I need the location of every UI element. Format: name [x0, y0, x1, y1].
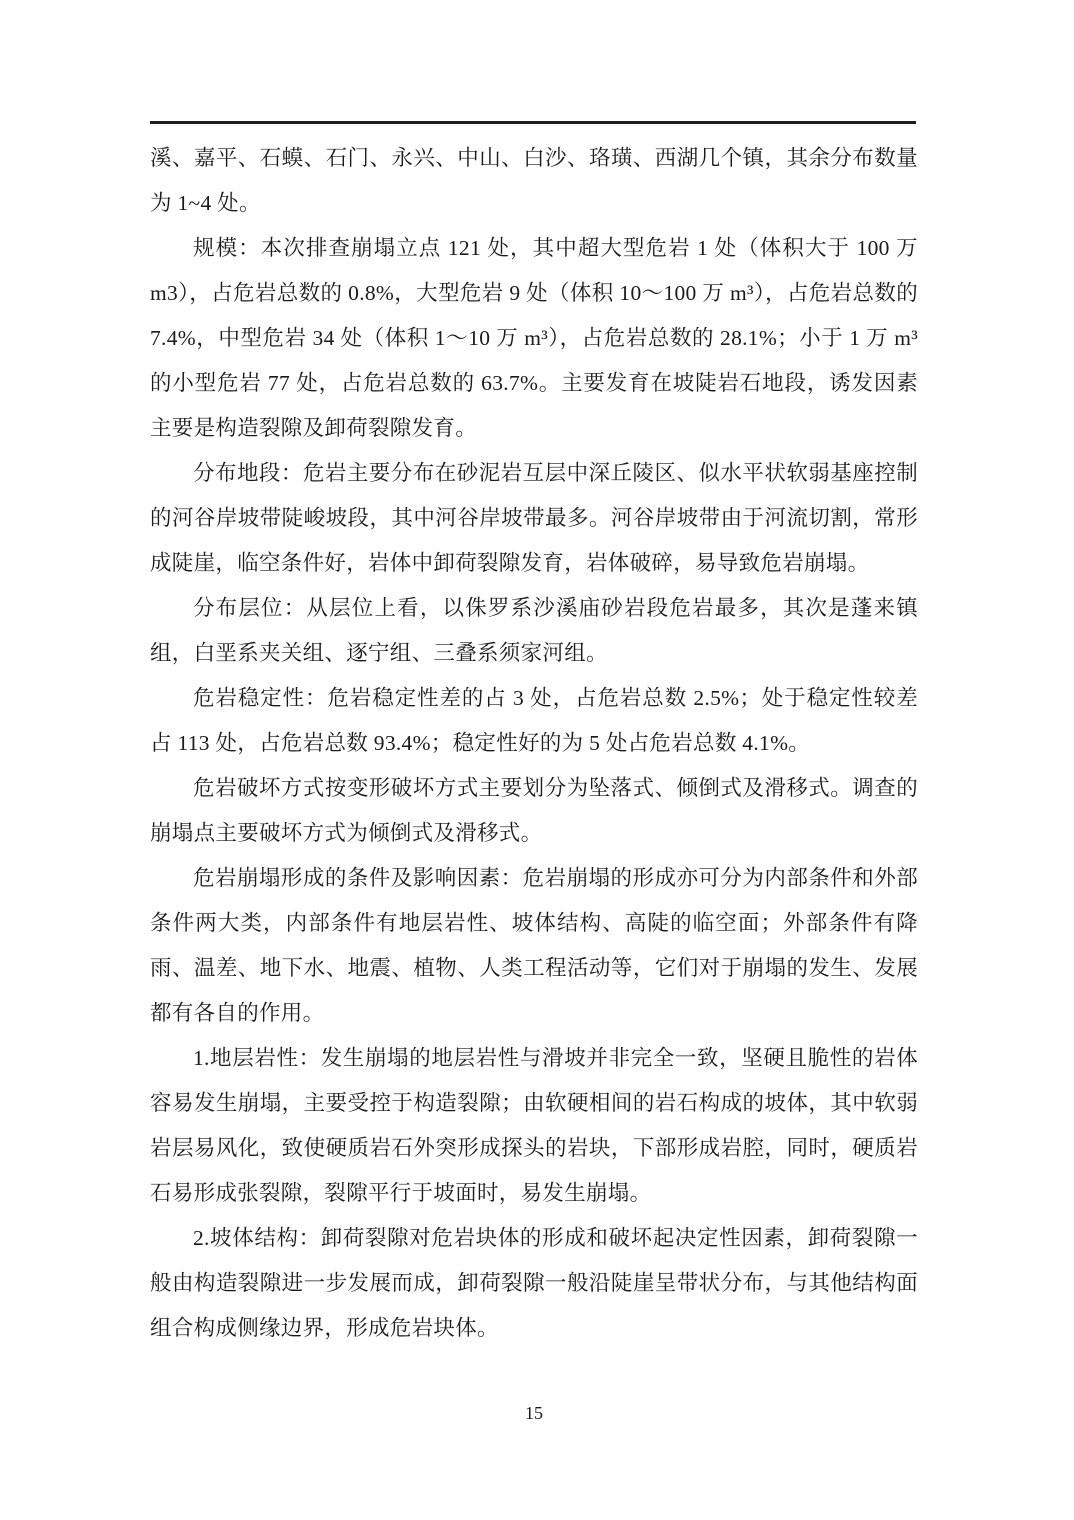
paragraph-failure-mode: 危岩破坏方式按变形破坏方式主要划分为坠落式、倾倒式及滑移式。调查的崩塌点主要破坏方式为倾倒式及滑移式。 [150, 776, 918, 845]
paragraph-stratum-position: 分布层位：从层位上看，以侏罗系沙溪庙砂岩段危岩最多，其次是蓬来镇组，白垩系夹关组、逐宁组、三叠系须家河组。 [150, 596, 918, 665]
paragraph-formation-conditions: 危岩崩塌形成的条件及影响因素：危岩崩塌的形成亦可分为内部条件和外部条件两大类，内部条件有地层岩性、坡体结构、高陡的临空面；外部条件有降雨、温差、地下水、地震、植物、人类工程活动等，它们对于崩塌的发生、发展都有各自的作用。 [150, 866, 918, 1025]
page-number: 15 [525, 1403, 543, 1423]
page-footer [150, 1400, 918, 1426]
paragraph-rock-stability: 危岩稳定性：危岩稳定性差的占 3 处，占危岩总数 2.5%；处于稳定性较差占 113 处，占危岩总数 93.4%；稳定性好的为 5 处占危岩总数 4.1%。 [150, 686, 918, 755]
paragraph-scale-statistics: 规模：本次排查崩塌立点 121 处，其中超大型危岩 1 处（体积大于 100 万 m3），占危岩总数的 0.8%，大型危岩 9 处（体积 10～100 万 m³），占危岩总数的 7.4%，中型危岩 34 处（体积 1～10 万 m³），占危岩总数的 28.1%；小于 1 万 m³ 的小型危岩 77 处，占危岩总数的 63.7%。主要发育在坡陡岩石地段，诱发因素主要是构造裂隙及卸荷裂隙发育。 [150, 236, 918, 440]
paragraph-slope-structure: 2.坡体结构：卸荷裂隙对危岩块体的形成和破坏起决定性因素，卸荷裂隙一般由构造裂隙进一步发展而成，卸荷裂隙一般沿陡崖呈带状分布，与其他结构面组合构成侧缘边界，形成危岩块体。 [150, 1226, 918, 1340]
paragraph-towns-distribution: 溪、嘉平、石蟆、石门、永兴、中山、白沙、珞璜、西湖几个镇，其余分布数量为 1~4 处。 [150, 146, 918, 215]
header-rule [150, 121, 916, 124]
paragraph-distribution-zone: 分布地段：危岩主要分布在砂泥岩互层中深丘陵区、似水平状软弱基座控制的河谷岸坡带陡峻坡段，其中河谷岸坡带最多。河谷岸坡带由于河流切割，常形成陡崖，临空条件好，岩体中卸荷裂隙发育，岩体破碎，易导致危岩崩塌。 [150, 461, 918, 575]
paragraph-lithology: 1.地层岩性：发生崩塌的地层岩性与滑坡并非完全一致，坚硬且脆性的岩体容易发生崩塌，主要受控于构造裂隙；由软硬相间的岩石构成的坡体，其中软弱岩层易风化，致使硬质岩石外突形成探头的岩块，下部形成岩腔，同时，硬质岩石易形成张裂隙，裂隙平行于坡面时，易发生崩塌。 [150, 1046, 918, 1205]
body-text [150, 136, 918, 1351]
